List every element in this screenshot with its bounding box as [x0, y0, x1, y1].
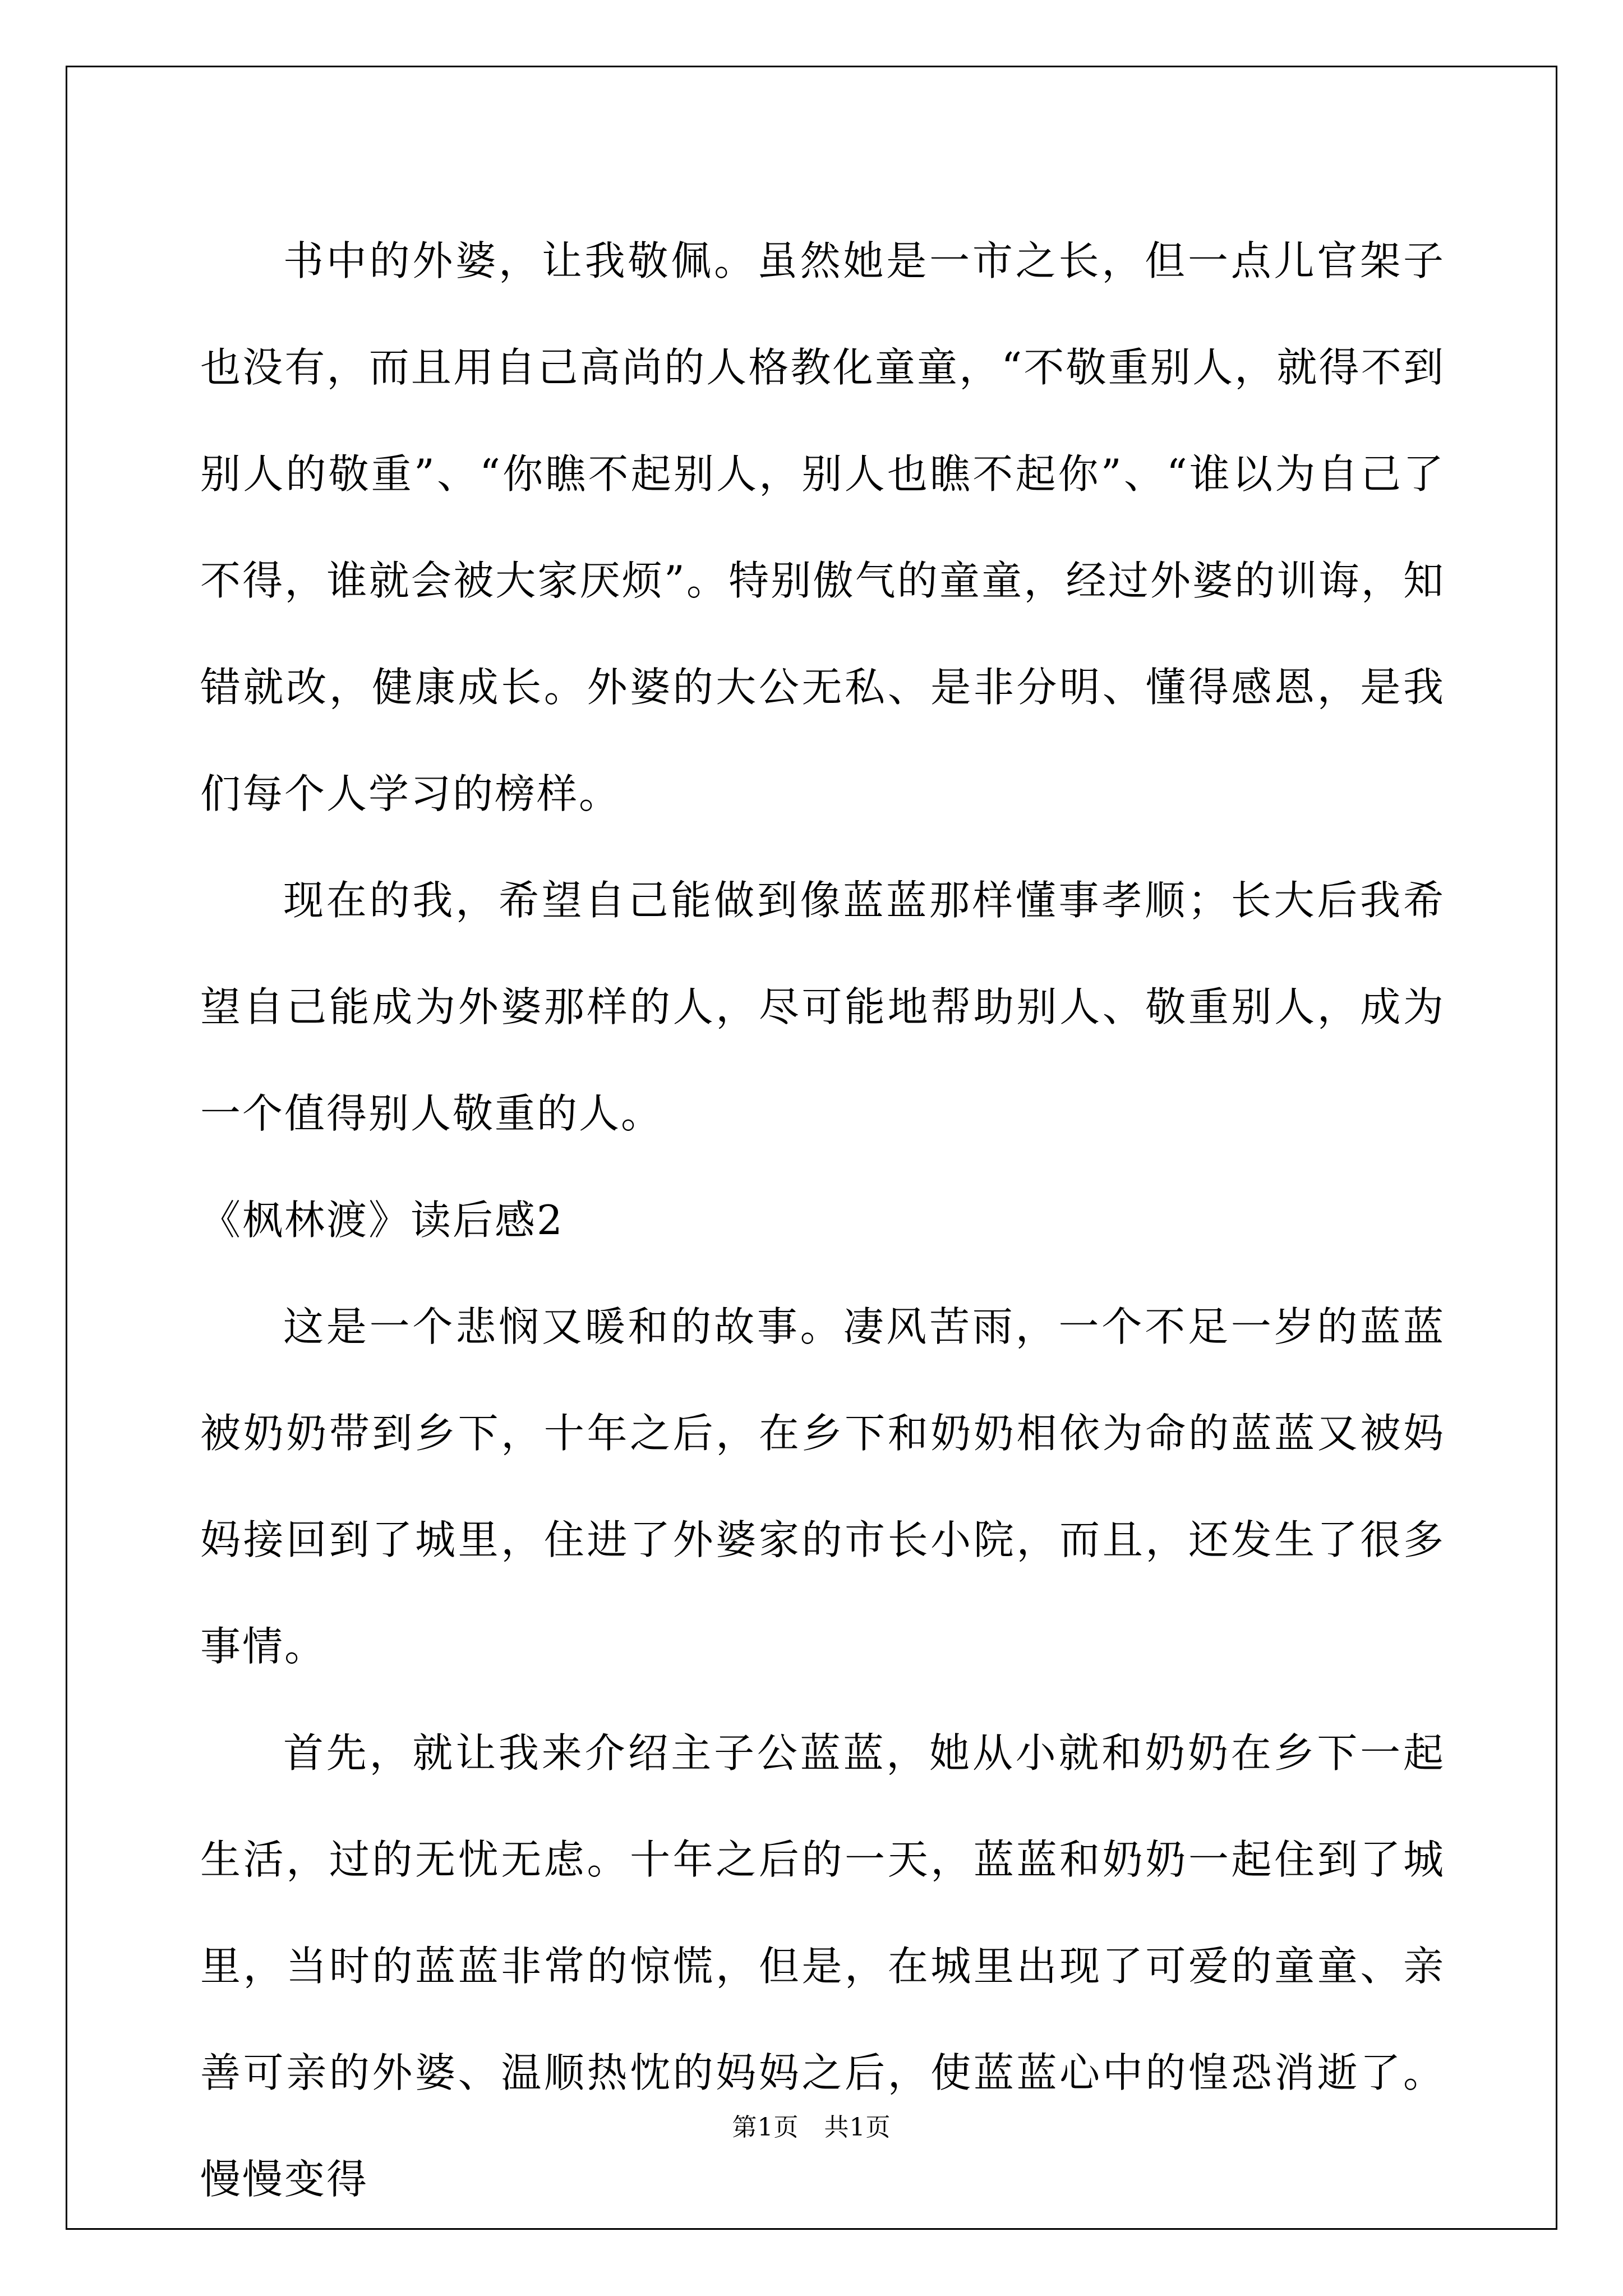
page-footer: 第1页 共1页 [732, 2113, 891, 2142]
paragraph-story-intro: 这是一个悲悯又暖和的故事。凄风苦雨，一个不足一岁的蓝蓝被奶奶带到乡下，十年之后，在乡下和奶奶相依为命的蓝蓝又被妈妈接回到了城里，住进了外婆家的市长小院，而且，还发生了很多事情。 [200, 1303, 1445, 1670]
paragraph-grandmother: 书中的外婆，让我敬佩。虽然她是一市之长，但一点儿官架子也没有，而且用自己高尚的人格教化童童，“不敬重别人，就得不到别人的敬重”、“你瞧不起别人，别人也瞧不起你”、“谁以为自己了不得，谁就会被大家厌烦”。特别傲气的童童，经过外婆的训诲，知错就改，健康成长。外婆的大公无私、是非分明、懂得感恩，是我们每个人学习的榜样。 [200, 237, 1445, 817]
paragraph-wish: 现在的我，希望自己能做到像蓝蓝那样懂事孝顺；长大后我希望自己能成为外婆那样的人，尽可能地帮助别人、敬重别人，成为一个值得别人敬重的人。 [200, 877, 1445, 1137]
section-heading: 《枫林渡》读后感2 [200, 1197, 564, 1244]
document-body [200, 208, 1445, 2233]
paragraph-protagonist: 首先，就让我来介绍主子公蓝蓝，她从小就和奶奶在乡下一起生活，过的无忧无虑。十年之后的一天，蓝蓝和奶奶一起住到了城里，当时的蓝蓝非常的惊慌，但是，在城里出现了可爱的童童、亲善可亲的外婆、温顺热忱的妈妈之后，使蓝蓝心中的惶恐消逝了。慢慢变得 [200, 1729, 1445, 2203]
